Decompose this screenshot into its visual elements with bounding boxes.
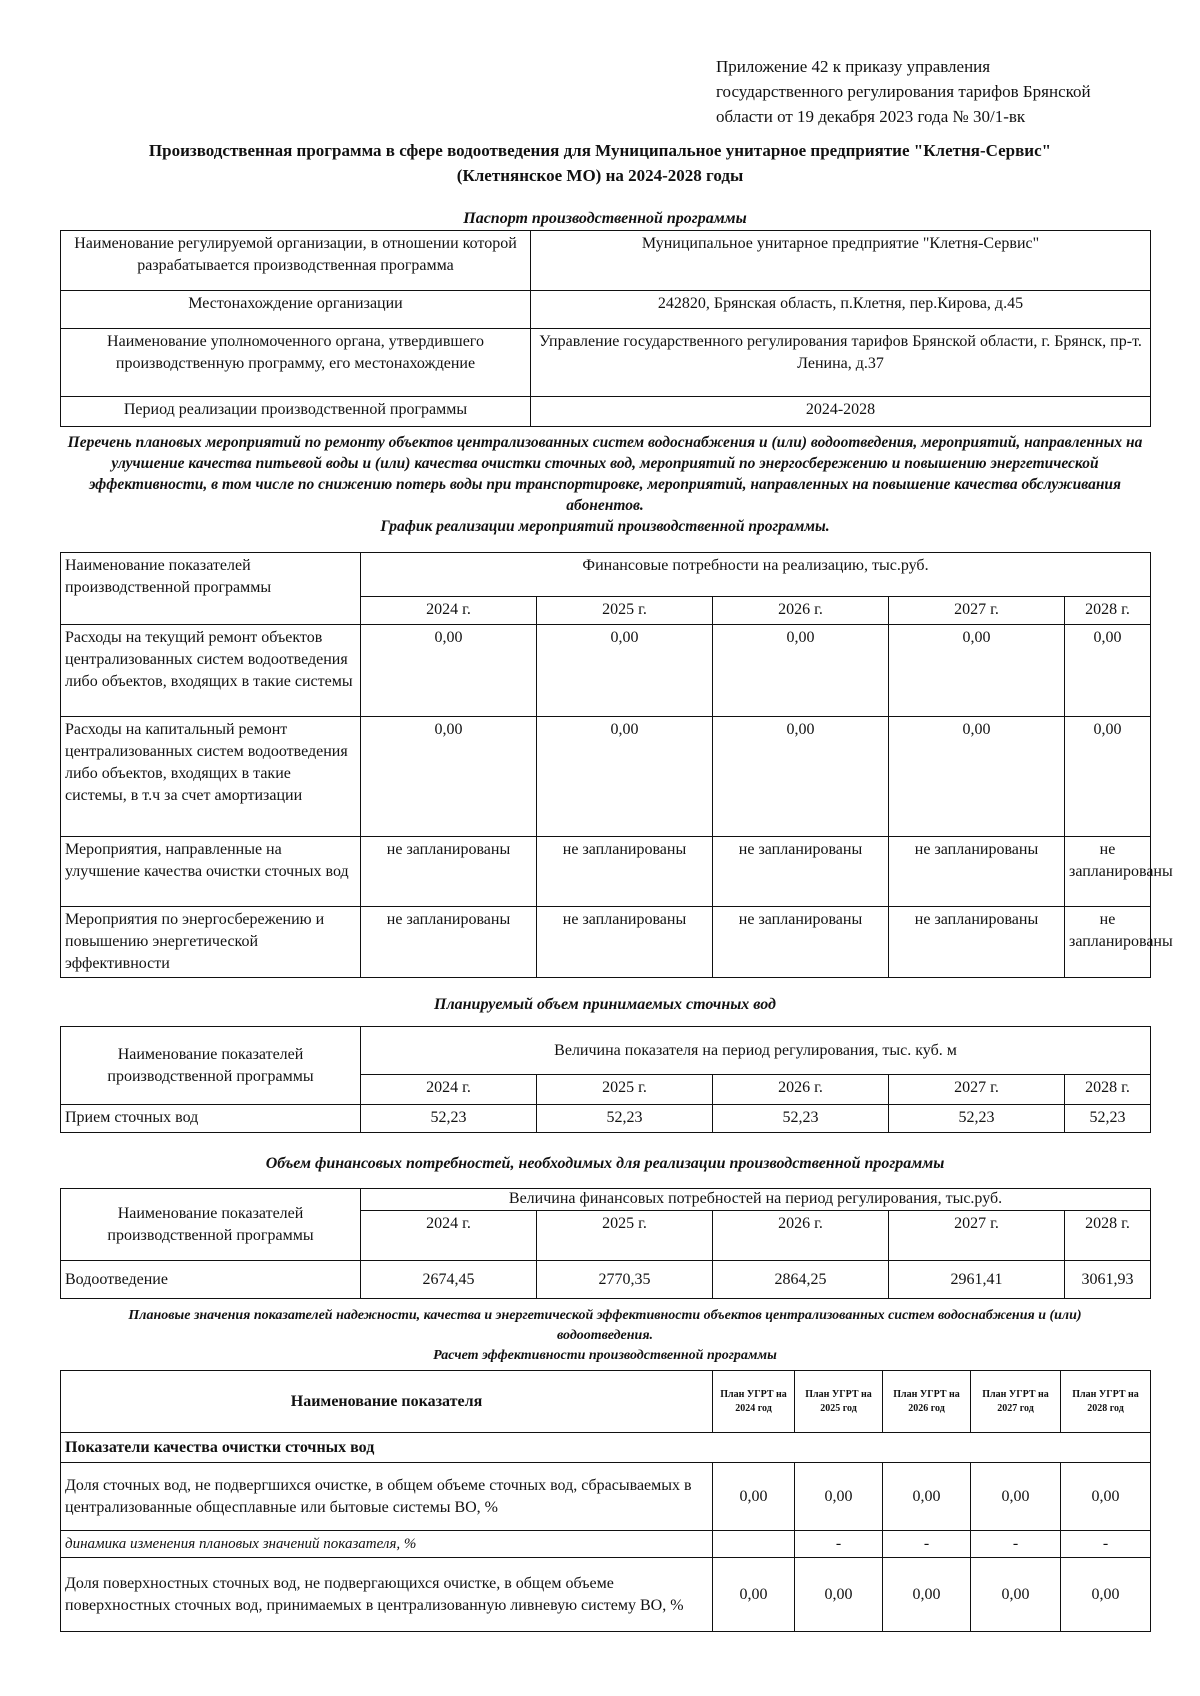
cell-value: 52,23 [361, 1105, 537, 1133]
year-header: 2025 г. [537, 597, 713, 625]
table-row [61, 1531, 1151, 1558]
table-row [61, 231, 1151, 291]
cell-value [713, 1531, 795, 1558]
year-header: 2024 г. [361, 1211, 537, 1261]
indicators-table [60, 1370, 1151, 1632]
measures-caption-text: Перечень плановых мероприятий по ремонту объектов централизованных систем водоснабжения и (или) водоотведения, мероприятий, направленных на улучшение качества питьевой воды и (или) качества очистки сточных вод, мероприятий по энергосбережению и повышению энергетической эффективности, в том числе по снижению потерь воды при транспортировке, мероприятий, направленных на повышение качества обслуживания абонентов. [67, 434, 1143, 514]
table-row [61, 1189, 1151, 1211]
dynamics-label: динамика изменения плановых значений показателя, % [61, 1531, 713, 1558]
cell-value: не запланированы [713, 837, 889, 907]
header-value: Величина показателя на период регулирования, тыс. куб. м [361, 1027, 1151, 1075]
measures-schedule-caption: График реализации мероприятий производственной программы. [380, 518, 830, 535]
indicators-caption [90, 1306, 1120, 1366]
cell-value: 0,00 [795, 1463, 883, 1531]
table-row [61, 837, 1151, 907]
passport-value: Управление государственного регулирования тарифов Брянской области, г. Брянск, пр-т. Ленина, д.37 [531, 329, 1151, 397]
passport-table [60, 230, 1151, 427]
cell-value: 0,00 [1061, 1558, 1151, 1632]
table-row [61, 1371, 1151, 1433]
cell-value: 0,00 [713, 1463, 795, 1531]
cell-value: 3061,93 [1065, 1261, 1151, 1299]
cell-value: 0,00 [713, 1558, 795, 1632]
year-header: 2028 г. [1065, 1211, 1151, 1261]
cell-value: 0,00 [1061, 1463, 1151, 1531]
year-header: 2026 г. [713, 1075, 889, 1105]
cell-value: 0,00 [537, 625, 713, 717]
header-name: Наименование показателей производственной программы [61, 553, 361, 625]
cell-value: 0,00 [889, 625, 1065, 717]
cell-value: 2674,45 [361, 1261, 537, 1299]
cell-value: 2864,25 [713, 1261, 889, 1299]
year-header: 2024 г. [361, 597, 537, 625]
table-row [61, 553, 1151, 597]
year-header: 2026 г. [713, 1211, 889, 1261]
annex-line: государственного регулирования тарифов Брянской [716, 82, 1091, 101]
year-header: 2027 г. [889, 597, 1065, 625]
cell-value: 0,00 [971, 1558, 1061, 1632]
indicator-name: Доля сточных вод, не подвергшихся очистке, в общем объеме сточных вод, сбрасываемых в централизованные общесплавные или бытовые системы ВО, % [61, 1463, 713, 1531]
passport-value: 242820, Брянская область, п.Клетня, пер.Кирова, д.45 [531, 291, 1151, 329]
cell-value: не запланированы [713, 907, 889, 978]
passport-label: Наименование регулируемой организации, в отношении которой разрабатывается производственная программа [61, 231, 531, 291]
plan-header: План УГРТ на 2027 год [971, 1371, 1061, 1433]
section-heading: Показатели качества очистки сточных вод [61, 1433, 1151, 1463]
year-header: 2028 г. [1065, 1075, 1151, 1105]
cell-value: 52,23 [713, 1105, 889, 1133]
cell-value: - [1061, 1531, 1151, 1558]
table-row [61, 291, 1151, 329]
year-header: 2024 г. [361, 1075, 537, 1105]
cell-value: 0,00 [1065, 625, 1151, 717]
cell-value: 0,00 [713, 717, 889, 837]
title-line: Производственная программа в сфере водоотведения для Муниципальное унитарное предприятие "Клетня-Сервис" [148, 141, 1052, 160]
passport-value: 2024-2028 [531, 397, 1151, 427]
finance-table [60, 1188, 1151, 1299]
cell-value: 0,00 [971, 1463, 1061, 1531]
cell-value: 0,00 [1065, 717, 1151, 837]
cell-value: не запланированы [1065, 837, 1151, 907]
indicators-caption-text: Плановые значения показателей надежности, качества и энергетической эффективности объектов централизованных систем водоснабжения и (или) водоотведения. [128, 1308, 1082, 1343]
plan-header: План УГРТ на 2025 год [795, 1371, 883, 1433]
table-row [61, 1027, 1151, 1075]
cell-value: 52,23 [537, 1105, 713, 1133]
table-row [61, 907, 1151, 978]
row-name: Мероприятия по энергосбережению и повышению энергетической эффективности [61, 907, 361, 978]
header-name: Наименование показателя [61, 1371, 713, 1433]
passport-caption: Паспорт производственной программы [463, 210, 747, 227]
header-value: Величина финансовых потребностей на период регулирования, тыс.руб. [361, 1189, 1151, 1211]
cell-value: не запланированы [889, 837, 1065, 907]
cell-value: 0,00 [883, 1558, 971, 1632]
header-name: Наименование показателей производственной программы [61, 1189, 361, 1261]
measures-caption [60, 432, 1150, 537]
table-row [61, 1105, 1151, 1133]
table-row [61, 1558, 1151, 1632]
cell-value: 0,00 [795, 1558, 883, 1632]
plan-header: План УГРТ на 2026 год [883, 1371, 971, 1433]
cell-value: 52,23 [1065, 1105, 1151, 1133]
cell-value: 52,23 [889, 1105, 1065, 1133]
row-name: Расходы на капитальный ремонт централизованных систем водоотведения либо объектов, входящих в такие системы, в т.ч за счет амортизации [61, 717, 361, 837]
cell-value: не запланированы [1065, 907, 1151, 978]
cell-value: 0,00 [889, 717, 1065, 837]
cell-value: 2961,41 [889, 1261, 1065, 1299]
cell-value: - [883, 1531, 971, 1558]
row-name: Водоотведение [61, 1261, 361, 1299]
year-header: 2025 г. [537, 1075, 713, 1105]
finance-caption: Объем финансовых потребностей, необходимых для реализации производственной программы [265, 1155, 945, 1172]
table-row [61, 717, 1151, 837]
year-header: 2027 г. [889, 1075, 1065, 1105]
annex-note [716, 54, 1156, 129]
cell-value: 0,00 [883, 1463, 971, 1531]
indicators-calc-caption: Расчет эффективности производственной программы [433, 1348, 777, 1363]
plan-header: План УГРТ на 2028 год [1061, 1371, 1151, 1433]
cell-value: 0,00 [537, 717, 713, 837]
cell-value: не запланированы [889, 907, 1065, 978]
passport-value: Муниципальное унитарное предприятие "Клетня-Сервис" [531, 231, 1151, 291]
plan-header: План УГРТ на 2024 год [713, 1371, 795, 1433]
cell-value: не запланированы [361, 837, 537, 907]
year-header: 2027 г. [889, 1211, 1065, 1261]
cell-value: 0,00 [361, 625, 537, 717]
header-fin: Финансовые потребности на реализацию, тыс.руб. [361, 553, 1151, 597]
annex-line: области от 19 декабря 2023 года № 30/1-вк [716, 107, 1026, 126]
table-row [61, 329, 1151, 397]
cell-value: 0,00 [713, 625, 889, 717]
document-title [60, 138, 1140, 188]
header-name: Наименование показателей производственной программы [61, 1027, 361, 1105]
year-header: 2026 г. [713, 597, 889, 625]
title-line: (Клетнянское МО) на 2024-2028 годы [456, 166, 744, 185]
table-row [61, 397, 1151, 427]
annex-line: Приложение 42 к приказу управления [716, 57, 991, 76]
table-row [61, 1433, 1151, 1463]
row-name: Мероприятия, направленные на улучшение качества очистки сточных вод [61, 837, 361, 907]
table-row [61, 625, 1151, 717]
cell-value: - [971, 1531, 1061, 1558]
passport-label: Местонахождение организации [61, 291, 531, 329]
cell-value: 0,00 [361, 717, 537, 837]
table-row [61, 1463, 1151, 1531]
cell-value: не запланированы [537, 907, 713, 978]
volume-caption: Планируемый объем принимаемых сточных вод [434, 996, 776, 1013]
year-header: 2025 г. [537, 1211, 713, 1261]
volume-table [60, 1026, 1151, 1133]
measures-table [60, 552, 1173, 978]
cell-value: - [795, 1531, 883, 1558]
cell-value: не запланированы [537, 837, 713, 907]
passport-label: Период реализации производственной программы [61, 397, 531, 427]
table-row [61, 1261, 1151, 1299]
cell-value: не запланированы [361, 907, 537, 978]
year-header: 2028 г. [1065, 597, 1151, 625]
row-name: Прием сточных вод [61, 1105, 361, 1133]
indicator-name: Доля поверхностных сточных вод, не подвергающихся очистке, в общем объеме поверхностных сточных вод, принимаемых в централизованную ливневую систему ВО, % [61, 1558, 713, 1632]
cell-value: 2770,35 [537, 1261, 713, 1299]
row-name: Расходы на текущий ремонт объектов централизованных систем водоотведения либо объектов, входящих в такие системы [61, 625, 361, 717]
passport-label: Наименование уполномоченного органа, утвердившего производственную программу, его местонахождение [61, 329, 531, 397]
